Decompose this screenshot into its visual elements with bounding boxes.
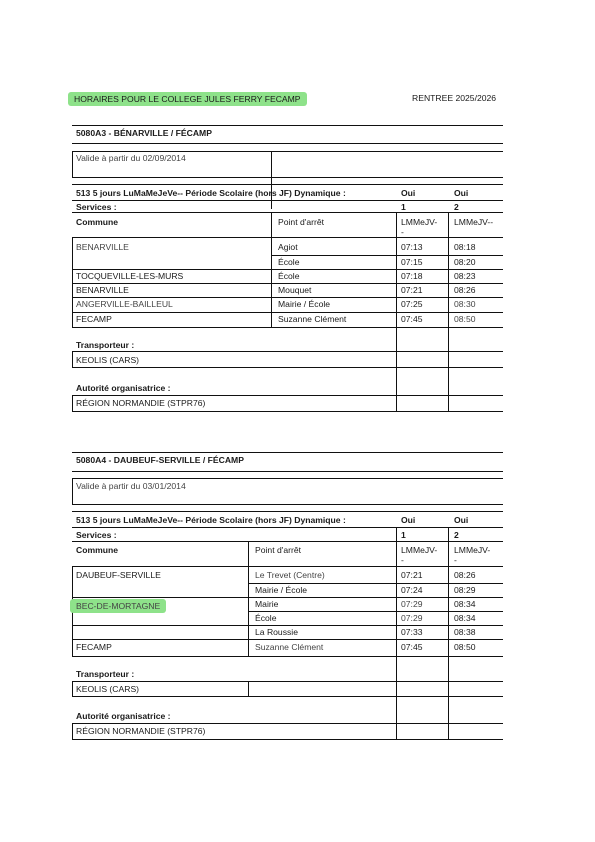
authority-name: RÉGION NORMANDIE (STPR76) <box>76 398 206 408</box>
time-service-1: 07:29 <box>401 599 423 609</box>
line-5080a4-table <box>72 452 503 740</box>
stop-name: Mairie / École <box>278 299 331 309</box>
time-service-1: 07:15 <box>401 257 423 267</box>
authority-label: Autorité organisatrice : <box>76 383 171 393</box>
schedule-label: 513 5 jours LuMaMeJeVe-- Période Scolaire (hors JF) Dynamique : <box>76 515 346 525</box>
col-stop: Point d'arrêt <box>255 545 302 555</box>
time-service-2: 08:20 <box>454 257 476 267</box>
stop-name: Mouquet <box>278 285 312 295</box>
time-service-2: 08:30 <box>454 299 476 309</box>
days-2: LMMeJV-- <box>454 217 494 227</box>
line-code-title: 5080A3 - BÉNARVILLE / FÉCAMP <box>76 128 212 138</box>
time-service-2: 08:26 <box>454 285 476 295</box>
schedule-value-1: Oui <box>401 515 416 525</box>
stop-name: Agiot <box>278 242 298 252</box>
time-service-1: 07:13 <box>401 242 423 252</box>
col-commune: Commune <box>76 545 119 555</box>
days-1: LMMeJV- <box>401 217 438 227</box>
stop-name: Le Trevet (Centre) <box>255 570 325 580</box>
transporter-name: KEOLIS (CARS) <box>76 355 140 365</box>
stop-name: École <box>278 257 300 267</box>
stop-commune: FECAMP <box>76 314 112 324</box>
days-1-cont: - <box>401 227 404 237</box>
col-commune: Commune <box>76 217 119 227</box>
line-5080a3-table <box>72 125 503 412</box>
stop-name: Mairie / École <box>255 585 308 595</box>
service-1: 1 <box>401 202 406 212</box>
transporter-label: Transporteur : <box>76 669 135 679</box>
valid-from: Valide à partir du 02/09/2014 <box>76 153 186 163</box>
stop-name: Suzanne Clément <box>255 642 324 652</box>
stop-name: Suzanne Clément <box>278 314 347 324</box>
services-label: Services : <box>76 202 117 212</box>
service-2: 2 <box>454 202 459 212</box>
time-service-1: 07:29 <box>401 613 423 623</box>
stop-commune: BENARVILLE <box>76 285 129 295</box>
schedule-value-1: Oui <box>401 188 416 198</box>
time-service-1: 07:24 <box>401 585 423 595</box>
schedule-label: 513 5 jours LuMaMeJeVe-- Période Scolaire (hors JF) Dynamique : <box>76 188 346 198</box>
stop-commune: TOCQUEVILLE-LES-MURS <box>76 271 184 281</box>
time-service-2: 08:34 <box>454 613 476 623</box>
stop-commune: BEC-DE-MORTAGNE <box>70 599 166 613</box>
time-service-2: 08:29 <box>454 585 476 595</box>
time-service-2: 08:38 <box>454 627 476 637</box>
days-2: LMMeJV- <box>454 545 491 555</box>
document-title: HORAIRES POUR LE COLLEGE JULES FERRY FECAMP <box>68 92 307 106</box>
authority-label: Autorité organisatrice : <box>76 711 171 721</box>
days-2-cont: - <box>454 555 457 565</box>
time-service-2: 08:50 <box>454 314 476 324</box>
time-service-2: 08:34 <box>454 599 476 609</box>
stop-name: École <box>255 613 277 623</box>
valid-from: Valide à partir du 03/01/2014 <box>76 481 186 491</box>
time-service-1: 07:18 <box>401 271 423 281</box>
time-service-1: 07:45 <box>401 314 423 324</box>
time-service-1: 07:33 <box>401 627 423 637</box>
schedule-value-2: Oui <box>454 188 469 198</box>
time-service-2: 08:23 <box>454 271 476 281</box>
col-stop: Point d'arrêt <box>278 217 325 227</box>
time-service-2: 08:18 <box>454 242 476 252</box>
time-service-1: 07:21 <box>401 570 423 580</box>
school-year: RENTREE 2025/2026 <box>412 93 497 103</box>
stop-commune: FECAMP <box>76 642 112 652</box>
stop-name: La Roussie <box>255 627 298 637</box>
stop-commune: ANGERVILLE-BAILLEUL <box>76 299 173 309</box>
transporter-label: Transporteur : <box>76 340 135 350</box>
stop-name: École <box>278 271 300 281</box>
schedule-value-2: Oui <box>454 515 469 525</box>
time-service-2: 08:50 <box>454 642 476 652</box>
authority-name: RÉGION NORMANDIE (STPR76) <box>76 726 206 736</box>
transporter-name: KEOLIS (CARS) <box>76 684 140 694</box>
time-service-1: 07:25 <box>401 299 423 309</box>
service-1: 1 <box>401 530 406 540</box>
service-2: 2 <box>454 530 459 540</box>
time-service-1: 07:45 <box>401 642 423 652</box>
stop-commune: BENARVILLE <box>76 242 129 252</box>
time-service-2: 08:26 <box>454 570 476 580</box>
stop-commune: DAUBEUF-SERVILLE <box>76 570 161 580</box>
time-service-1: 07:21 <box>401 285 423 295</box>
days-1-cont: - <box>401 555 404 565</box>
stop-name: Mairie <box>255 599 279 609</box>
line-code-title: 5080A4 - DAUBEUF-SERVILLE / FÉCAMP <box>76 455 244 465</box>
days-1: LMMeJV- <box>401 545 438 555</box>
services-label: Services : <box>76 530 117 540</box>
